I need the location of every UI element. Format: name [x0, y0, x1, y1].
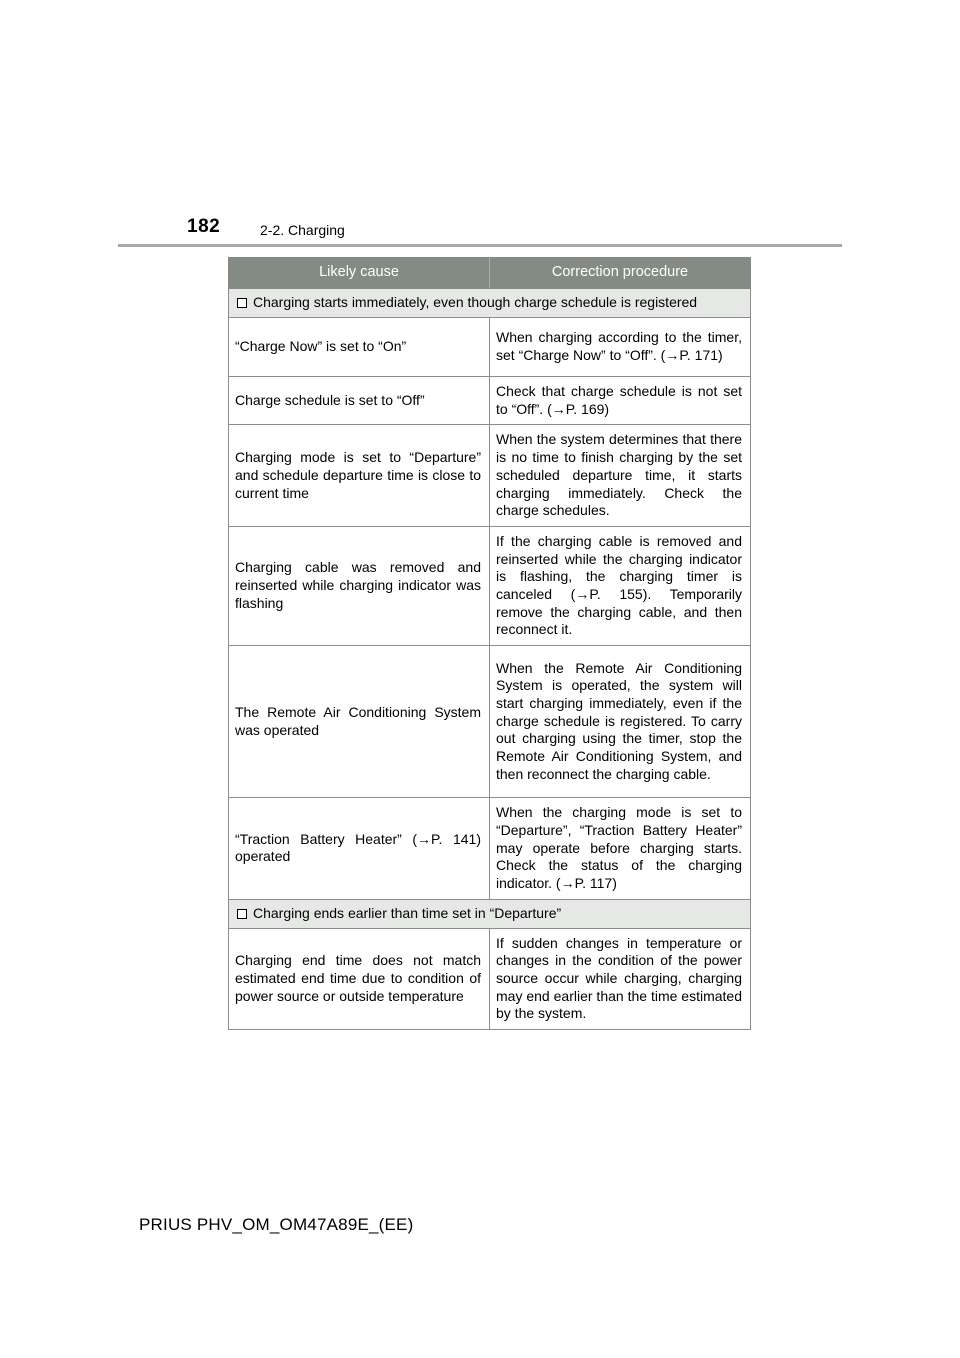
procedure-cell: When charging according to the timer, set “Charge Now” to “Off”. (→P. 171) — [490, 318, 751, 377]
cause-cell: Charging end time does not match estimated end time due to condition of power source or outside temperature — [229, 928, 490, 1030]
procedure-cell: When the system determines that there is no time to finish charging by the set scheduled departure time, it starts charging immediately. Check the charge schedules. — [490, 425, 751, 527]
category-cell — [229, 289, 751, 318]
cause-cell: Charge schedule is set to “Off” — [229, 377, 490, 425]
table-row — [229, 798, 751, 900]
column-header-likely-cause: Likely cause — [229, 258, 490, 289]
document-id: PRIUS PHV_OM_OM47A89E_(EE) — [139, 1215, 414, 1234]
table-row — [229, 377, 751, 425]
category-cell — [229, 899, 751, 928]
page-number: 182 — [187, 216, 221, 237]
category-row — [229, 899, 751, 928]
table-header-row — [229, 258, 751, 289]
table-row — [229, 928, 751, 1030]
column-header-correction-procedure: Correction procedure — [490, 258, 751, 289]
table-row — [229, 646, 751, 798]
table-row — [229, 526, 751, 645]
procedure-cell: When the Remote Air Conditioning System is operated, the system will start charging immediately, even if the charge schedule is registered. To carry out charging using the timer, stop the Remote Air Conditioning System, and then reconnect the charging cable. — [490, 646, 751, 798]
cause-cell: Charging mode is set to “Departure” and schedule departure time is close to current time — [229, 425, 490, 527]
checkbox-icon — [237, 909, 247, 919]
table-row — [229, 425, 751, 527]
section-title: 2-2. Charging — [260, 222, 345, 238]
cause-cell: “Traction Battery Heater” (→P. 141) operated — [229, 798, 490, 900]
category-row — [229, 289, 751, 318]
checkbox-icon — [237, 298, 247, 308]
header-rule — [118, 244, 842, 247]
page-header — [118, 214, 842, 246]
table-row — [229, 318, 751, 377]
procedure-cell: If the charging cable is removed and reinserted while the charging indicator is flashing, the charging timer is canceled (→P. 155). Temporarily remove the charging cable, and then reconnect it. — [490, 526, 751, 645]
troubleshooting-table — [228, 257, 751, 1030]
procedure-cell: If sudden changes in temperature or changes in the condition of the power source occur while charging, charging may end earlier than the time estimated by the system. — [490, 928, 751, 1030]
procedure-cell: Check that charge schedule is not set to “Off”. (→P. 169) — [490, 377, 751, 425]
cause-cell: “Charge Now” is set to “On” — [229, 318, 490, 377]
category-label: Charging ends earlier than time set in “Departure” — [253, 904, 562, 921]
category-label: Charging starts immediately, even though charge schedule is registered — [253, 294, 698, 311]
cause-cell: The Remote Air Conditioning System was operated — [229, 646, 490, 798]
cause-cell: Charging cable was removed and reinserted while charging indicator was flashing — [229, 526, 490, 645]
procedure-cell: When the charging mode is set to “Departure”, “Traction Battery Heater” may operate before charging starts. Check the status of the charging indicator. (→P. 117) — [490, 798, 751, 900]
